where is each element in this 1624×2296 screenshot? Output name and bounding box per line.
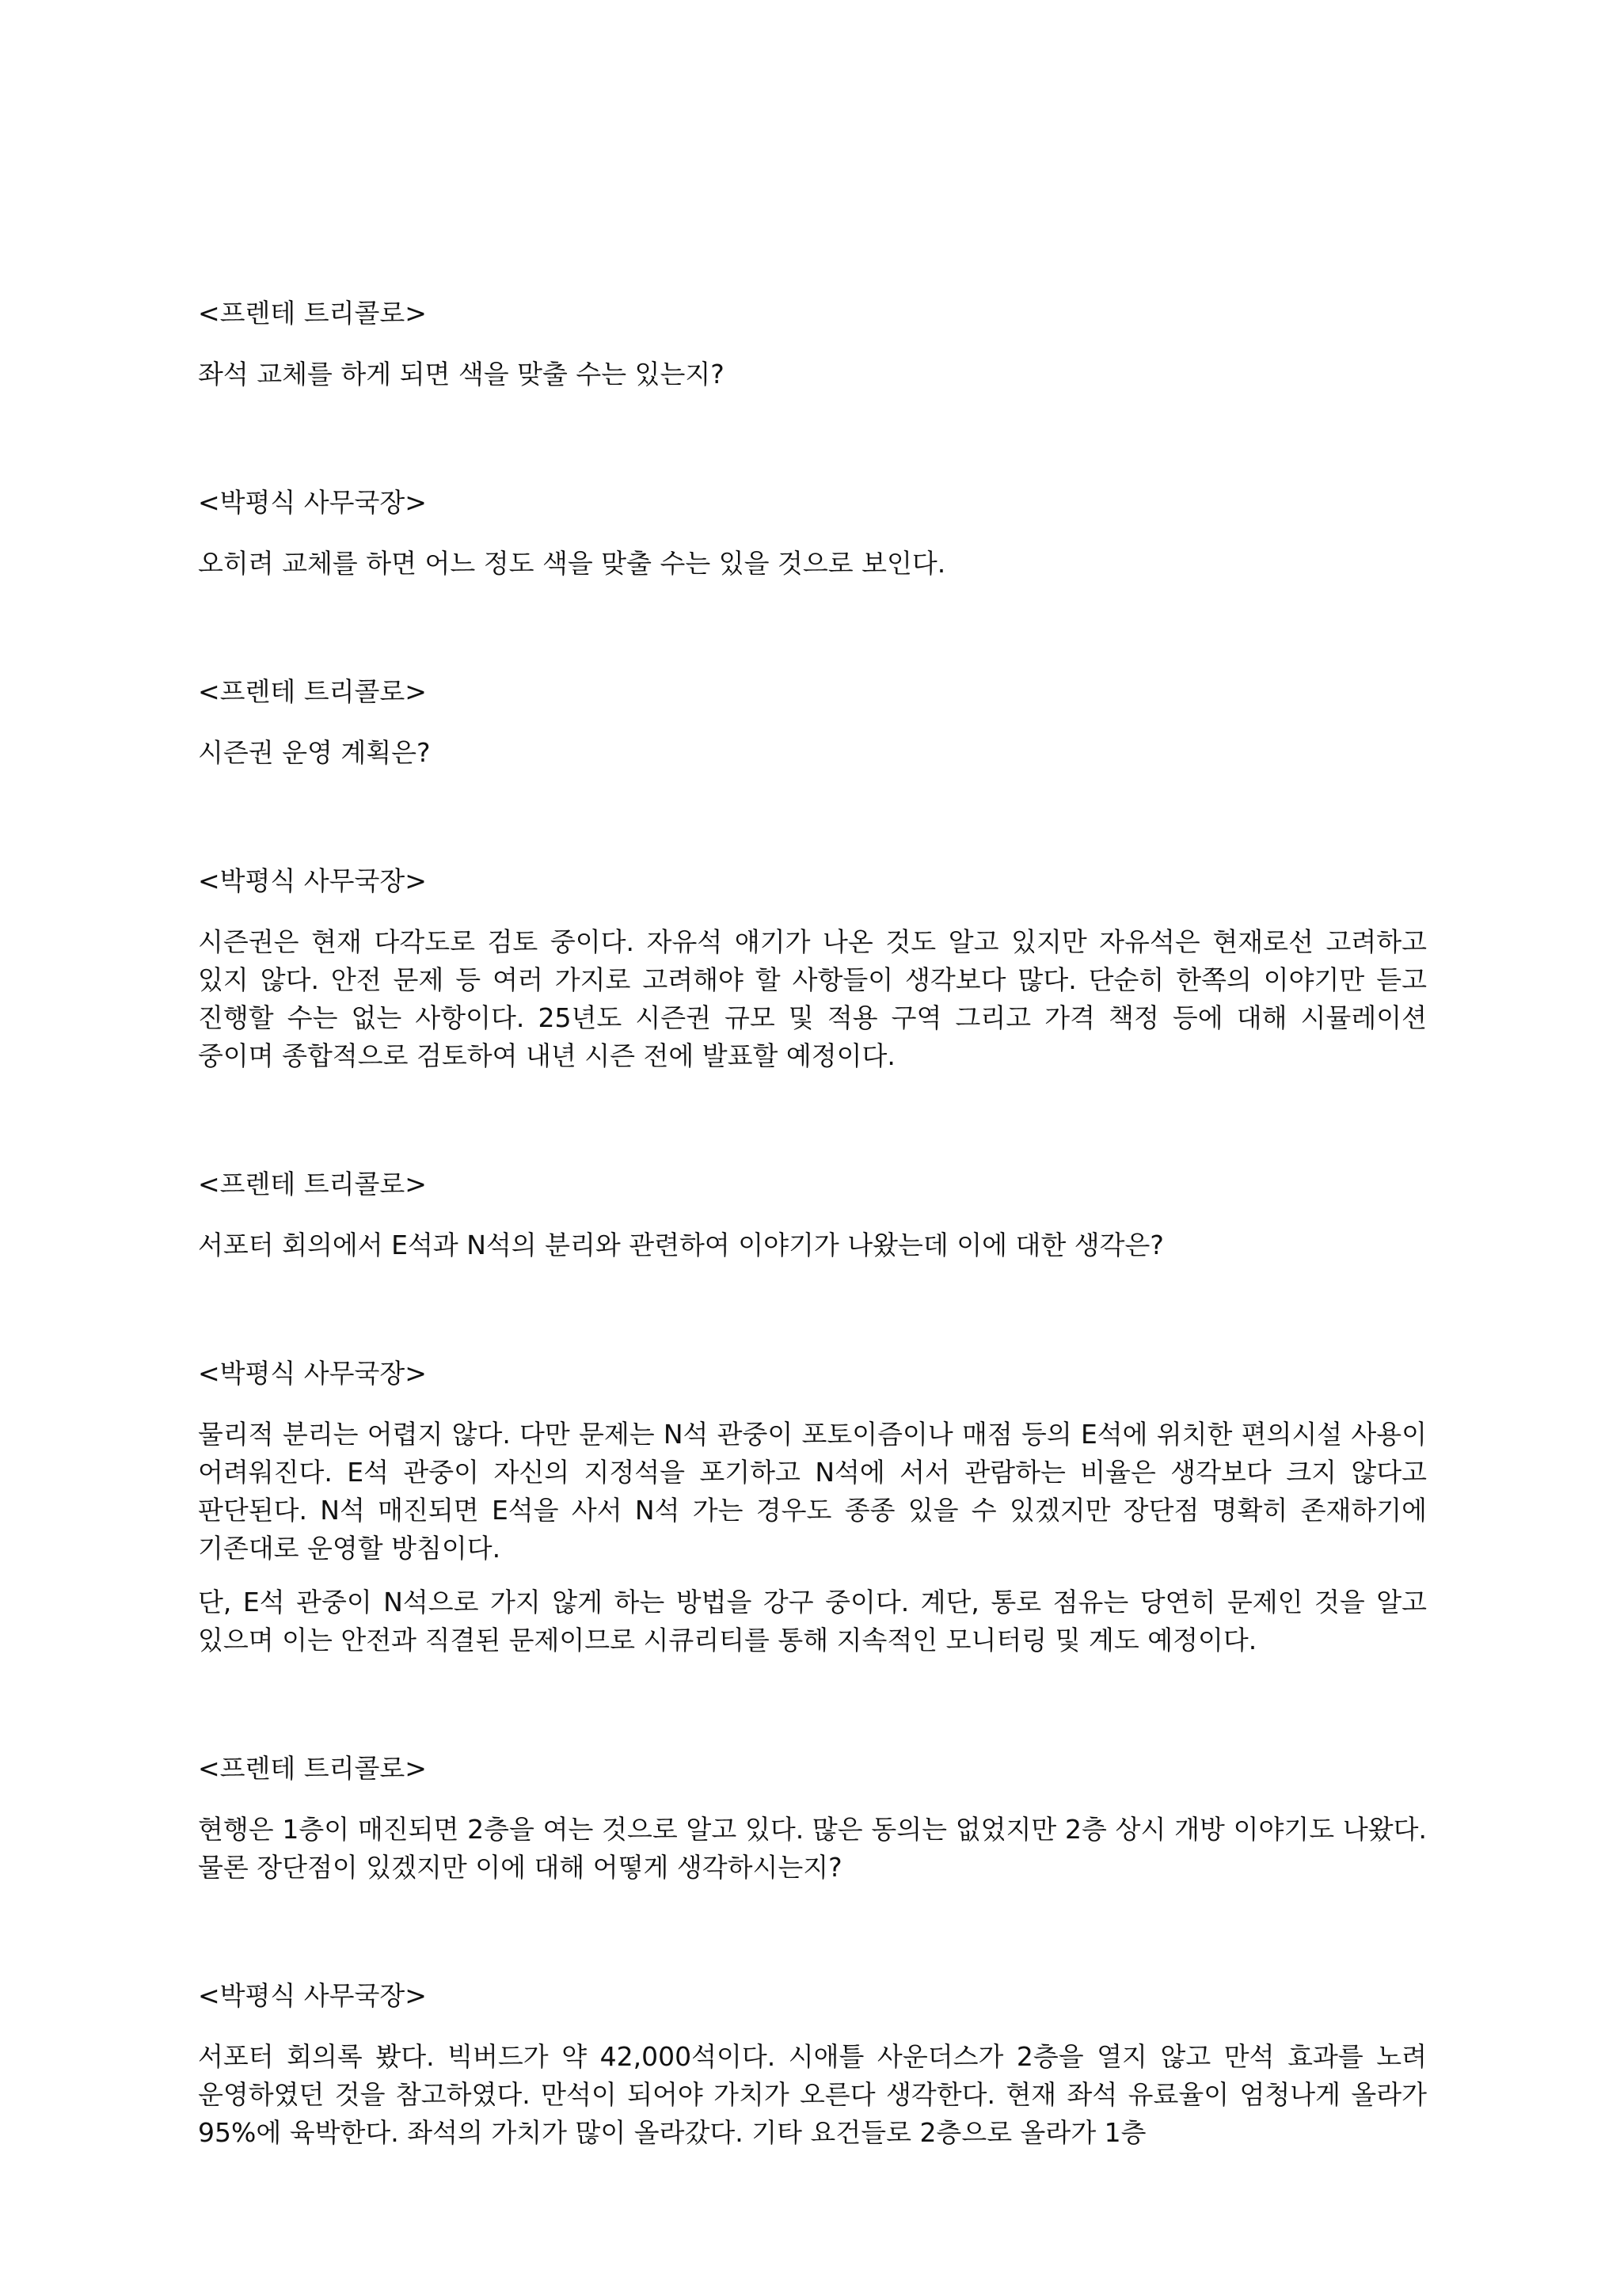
block-spacer xyxy=(198,1091,1427,1165)
speaker-label: <박평식 사무국장> xyxy=(198,865,427,896)
speaker-label: <박평식 사무국장> xyxy=(198,487,427,518)
qa-block xyxy=(198,484,1427,583)
paragraph: 시즌권은 현재 다각도로 검토 중이다. 자유석 얘기가 나온 것도 알고 있지만 자유석은 현재로선 고려하고 있지 않다. 안전 문제 등 여러 가지로 고려해야 할 사항들이 생각보다 많다. 단순히 한쪽의 이야기만 듣고 진행할 수는 없는 사항이다. 25년도 시즌권 규모 및 적용 구역 그리고 가격 책정 등에 대해 시뮬레이션 중이며 종합적으로 검토하여 내년 시즌 전에 발표할 예정이다. xyxy=(198,926,1427,1071)
speaker-label: <프렌테 트리콜로> xyxy=(198,1169,427,1199)
qa-block xyxy=(198,1977,1427,2152)
qa-block xyxy=(198,862,1427,1075)
block-spacer xyxy=(198,1675,1427,1750)
speaker-label: <박평식 사무국장> xyxy=(198,1358,427,1389)
paragraph: 시즌권 운영 계획은? xyxy=(198,737,431,768)
speaker-label: <박평식 사무국장> xyxy=(198,1980,427,2011)
speaker-label: <프렌테 트리콜로> xyxy=(198,1753,427,1784)
block-spacer xyxy=(198,409,1427,484)
paragraph: 서포터 회의록 봤다. 빅버드가 약 42,000석이다. 시애틀 사운더스가 2층을 열지 않고 만석 효과를 노려 운영하였던 것을 참고하였다. 만석이 되어야 가치가 오른다 생각한다. 현재 좌석 유료율이 엄청나게 올라가 95%에 육박한다. 좌석의 가치가 많이 올라갔다. 기타 요건들로 2층으로 올라가 1층 xyxy=(198,2041,1427,2148)
speaker-label: <프렌테 트리콜로> xyxy=(198,298,427,329)
paragraph: 현행은 1층이 매진되면 2층을 여는 것으로 알고 있다. 많은 동의는 없었지만 2층 상시 개방 이야기도 나왔다. 물론 장단점이 있겠지만 이에 대해 어떻게 생각하시는지? xyxy=(198,1814,1427,1883)
speaker-label: <프렌테 트리콜로> xyxy=(198,676,427,707)
paragraph: 서포터 회의에서 E석과 N석의 분리와 관련하여 이야기가 나왔는데 이에 대한 생각은? xyxy=(198,1230,1164,1260)
block-spacer xyxy=(198,599,1427,673)
paragraph: 단, E석 관중이 N석으로 가지 않게 하는 방법을 강구 중이다. 계단, 통로 점유는 당연히 문제인 것을 알고 있으며 이는 안전과 직결된 문제이므로 시큐리티를 통해 지속적인 모니터링 및 계도 예정이다. xyxy=(198,1587,1427,1655)
document-page xyxy=(198,295,1427,2168)
paragraph: 좌석 교체를 하게 되면 색을 맞출 수는 있는지? xyxy=(198,359,725,390)
block-spacer xyxy=(198,788,1427,862)
block-spacer xyxy=(198,1280,1427,1355)
paragraph: 오히려 교체를 하면 어느 정도 색을 맞출 수는 있을 것으로 보인다. xyxy=(198,548,946,579)
qa-block xyxy=(198,1165,1427,1264)
qa-block xyxy=(198,1355,1427,1659)
qa-block xyxy=(198,295,1427,393)
paragraph: 물리적 분리는 어렵지 않다. 다만 문제는 N석 관중이 포토이즘이나 매점 등의 E석에 위치한 편의시설 사용이 어려워진다. E석 관중이 자신의 지정석을 포기하고 N석에 서서 관람하는 비율은 생각보다 크지 않다고 판단된다. N석 매진되면 E석을 사서 N석 가는 경우도 종종 있을 수 있겠지만 장단점 명확히 존재하기에 기존대로 운영할 방침이다. xyxy=(198,1419,1427,1564)
qa-block xyxy=(198,673,1427,772)
block-spacer xyxy=(198,1903,1427,1977)
qa-block xyxy=(198,1750,1427,1887)
